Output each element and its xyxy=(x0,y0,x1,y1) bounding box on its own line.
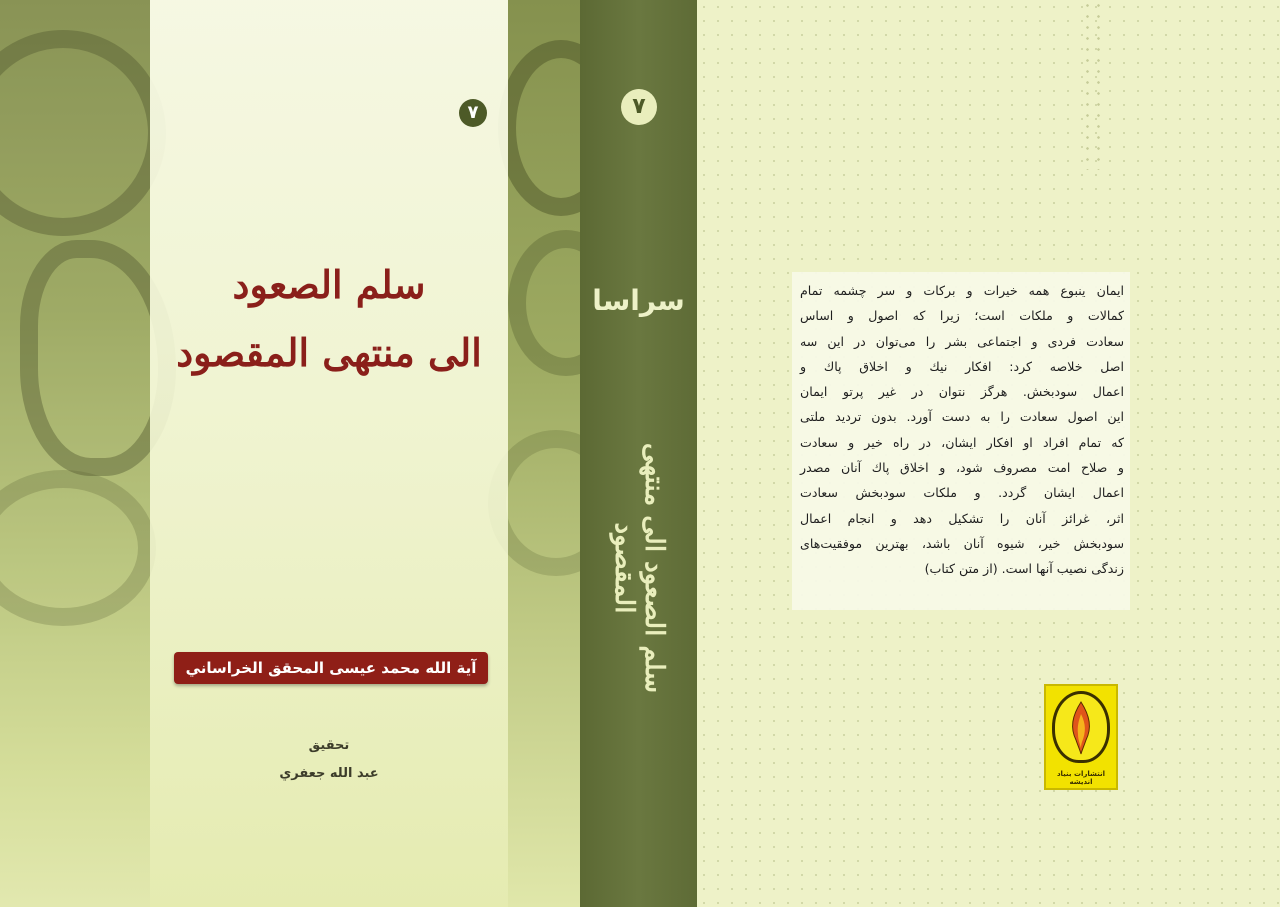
book-title-line1: سلم الصعود xyxy=(232,262,426,307)
decorative-dot-column xyxy=(1082,0,1104,170)
blurb-line: اعمال سودبخش. هرگز نتوان در غیر پرتو ایمان xyxy=(800,384,1124,400)
spine-number-badge: ۷ xyxy=(621,89,657,125)
back-cover-blurb xyxy=(800,278,1124,582)
blurb-line: و صلاح امت مصروف شود، و اخلاق پاك آنان مصدر xyxy=(800,460,1124,476)
spine-publisher-mark: سراسا xyxy=(592,284,685,317)
blurb-line: اثر، غرائز آنان را تشکیل دهد و انجام اعمال xyxy=(800,510,1124,526)
blurb-line: سودبخش خیر، شیوه آنان باشد، بهترین موفقیت‌های xyxy=(800,535,1124,551)
blurb-line: اصل خلاصه کرد: افکار نیك و اخلاق پاك و xyxy=(800,358,1124,374)
calligraphy-art-right xyxy=(508,0,580,907)
calligraphy-art-left xyxy=(0,0,150,907)
blurb-line: سعادت فردی و اجتماعی بشر را می‌توان در این سه xyxy=(800,333,1124,349)
blurb-line: اعمال ایشان گردد. و ملکات سودبخش سعادت xyxy=(800,485,1124,501)
blurb-line: این اصول سعادت را به دست آورد. بدون تردید ملتی xyxy=(800,409,1124,425)
editor-name: عبد الله جعفري xyxy=(279,766,379,781)
author-name-plate: آية الله محمد عيسى المحقق الخراساني xyxy=(174,652,488,684)
publisher-logo-text: انتشارات بنیاد اندیشه xyxy=(1056,770,1106,786)
series-number-badge: ۷ xyxy=(459,99,487,127)
editor-label: تحقيق xyxy=(308,738,350,753)
blurb-line: که تمام افراد او افکار ایشان، در راه خیر و سعادت xyxy=(800,434,1124,450)
blurb-line: ایمان ینبوع همه خیرات و برکات و سر چشمه تمام xyxy=(800,283,1124,298)
flame-icon xyxy=(1066,700,1096,756)
spine-title: سلم الصعود الى منتهى المقصود xyxy=(609,442,669,694)
blurb-line: کمالات و ملکات است؛ زیرا که اصول و اساس xyxy=(800,308,1124,324)
book-title-line2: الى منتهى المقصود xyxy=(176,330,482,375)
blurb-line: زندگی نصیب آنها است. (از متن کتاب) xyxy=(924,561,1124,577)
